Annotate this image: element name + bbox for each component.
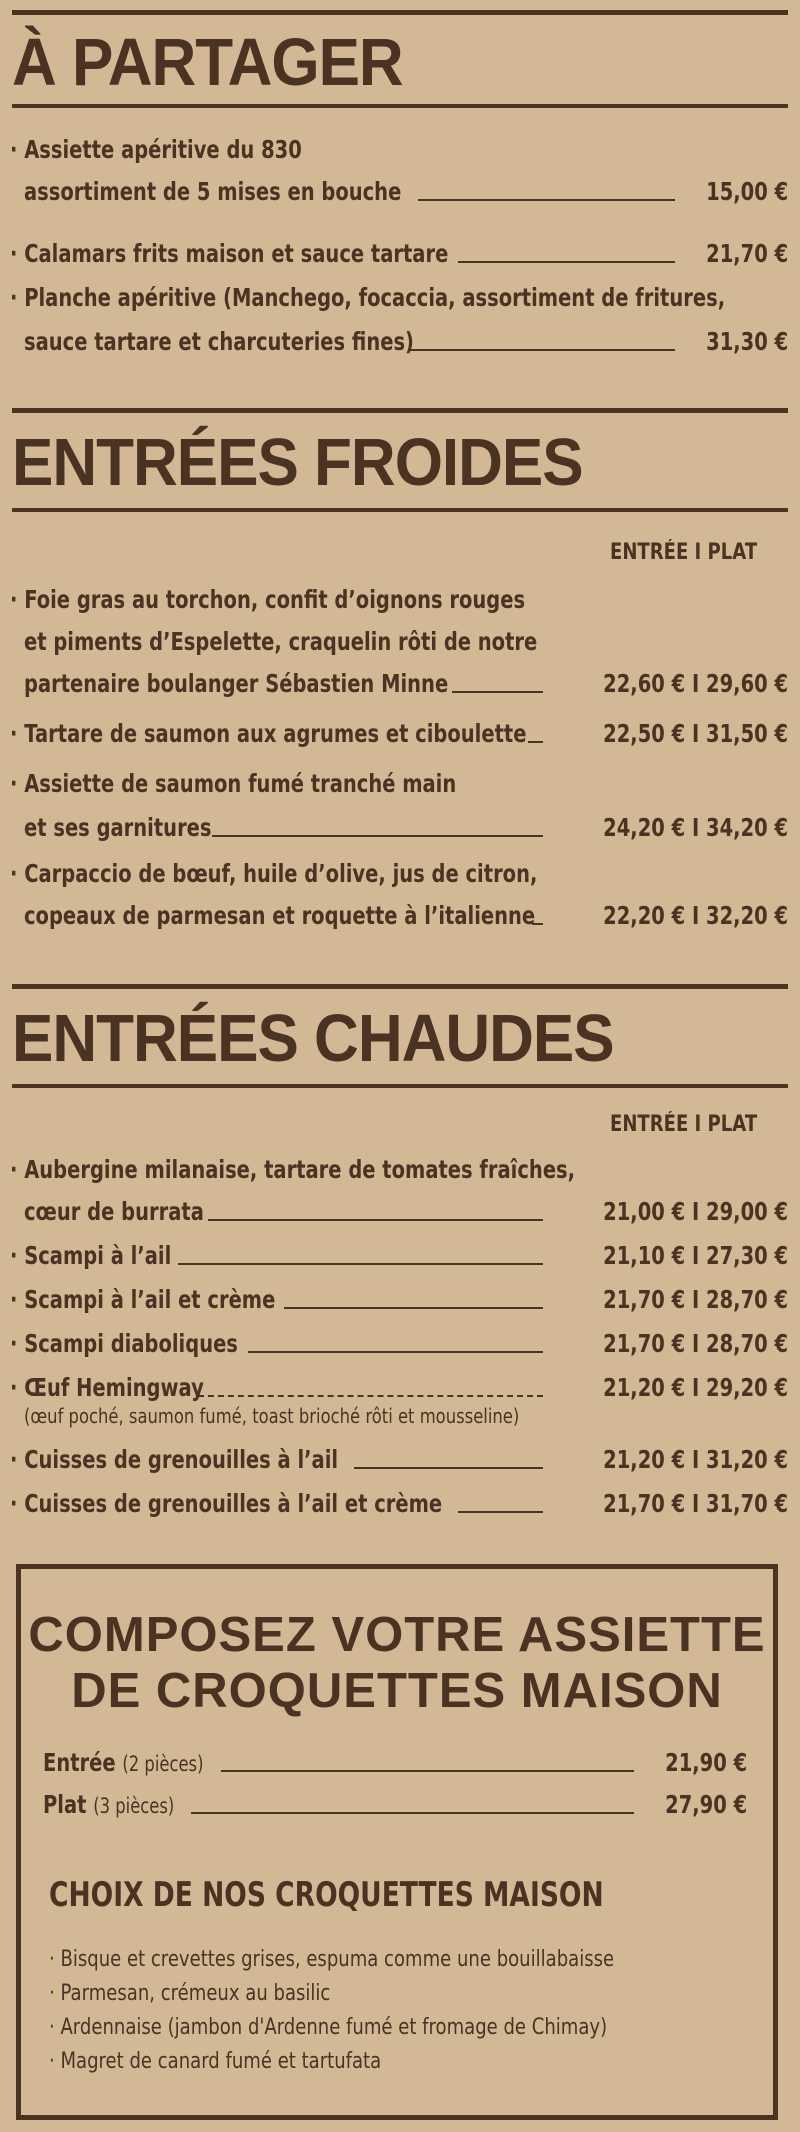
entree-detail: (2 pièces) <box>122 1752 204 1776</box>
item-price: 21,70 € I 28,70 € <box>603 1329 788 1358</box>
item-price: 31,30 € <box>705 327 788 356</box>
croquettes-box <box>16 1564 778 2120</box>
item-price: 22,20 € I 32,20 € <box>603 901 788 930</box>
section-title-chaudes: ENTRÉES CHAUDES <box>12 1001 614 1077</box>
menu-item: copeaux de parmesan et roquette à l’italienne 22,20 € I 32,20 € <box>24 901 788 930</box>
croquettes-entree-row <box>43 1741 747 1777</box>
section-underline <box>12 104 788 108</box>
leader-line <box>458 1511 543 1513</box>
leader-line <box>208 1219 543 1221</box>
leader-line <box>248 1351 543 1353</box>
section-underline <box>12 508 788 512</box>
item-price: 21,70 € I 31,70 € <box>603 1489 788 1518</box>
leader-line <box>212 835 543 837</box>
leader-line <box>458 261 675 263</box>
item-price: 21,70 € <box>705 239 788 268</box>
box-title-line2: DE CROQUETTES MAISON <box>71 1664 723 1718</box>
leader-line <box>528 741 543 743</box>
choix-item: · Magret de canard fumé et tartufata <box>49 2049 382 2074</box>
section-title-partager: À PARTAGER <box>12 25 403 101</box>
section-rule <box>12 408 788 413</box>
leader-line <box>178 1263 543 1265</box>
item-price: 21,20 € I 29,20 € <box>603 1373 788 1402</box>
menu-item-line: et piments d’Espelette, craquelin rôti de notre <box>24 627 538 656</box>
leader-line <box>408 349 675 351</box>
menu-item: · Scampi diaboliques 21,70 € I 28,70 € <box>10 1329 788 1358</box>
menu-item: sauce tartare et charcuteries fines) 31,30 € <box>24 327 788 356</box>
menu-item-line: · Assiette apéritive du 830 <box>10 135 302 164</box>
choix-item: · Parmesan, crémeux au basilic <box>49 1981 331 2006</box>
menu-item-line: · Carpaccio de bœuf, huile d’olive, jus de citron, <box>10 859 538 888</box>
item-price: 21,90 € <box>664 1748 747 1777</box>
item-price: 21,20 € I 31,20 € <box>603 1445 788 1474</box>
menu-item: et ses garnitures 24,20 € I 34,20 € <box>24 813 788 842</box>
menu-item: · Calamars frits maison et sauce tartare 21,70 € <box>10 239 788 268</box>
item-price: 22,60 € I 29,60 € <box>603 669 788 698</box>
item-price: 24,20 € I 34,20 € <box>603 813 788 842</box>
item-price: 21,00 € I 29,00 € <box>603 1197 788 1226</box>
leader-line <box>418 199 675 201</box>
menu-item-line: · Foie gras au torchon, confit d’oignons rouges <box>10 585 526 614</box>
box-title-line1: COMPOSEZ VOTRE ASSIETTE <box>28 1608 766 1662</box>
menu-item: cœur de burrata 21,00 € I 29,00 € <box>24 1197 788 1226</box>
menu-item-line: · Planche apéritive (Manchego, focaccia, assortiment de fritures, <box>10 283 726 312</box>
leader-line <box>191 1812 634 1814</box>
menu-item-line: · Aubergine milanaise, tartare de tomates fraîches, <box>10 1155 576 1184</box>
choix-title: CHOIX DE NOS CROQUETTES MAISON <box>49 1875 604 1915</box>
menu-item: · Cuisses de grenouilles à l’ail 21,20 € I 31,20 € <box>10 1445 788 1474</box>
menu-item: · Cuisses de grenouilles à l’ail et crème 21,70 € I 31,70 € <box>10 1489 788 1518</box>
menu-item: partenaire boulanger Sébastien Minne 22,60 € I 29,60 € <box>24 669 788 698</box>
leader-line <box>354 1467 543 1469</box>
item-price: 27,90 € <box>664 1790 747 1819</box>
croquettes-plat-row <box>43 1783 747 1819</box>
menu-item-line: · Assiette de saumon fumé tranché main <box>10 769 457 798</box>
leader-line <box>198 1395 543 1397</box>
menu-item: · Tartare de saumon aux agrumes et ciboulette 22,50 € I 31,50 € <box>10 719 788 748</box>
menu-item: assortiment de 5 mises en bouche 15,00 € <box>24 177 788 206</box>
entree-label: Entrée <box>43 1748 116 1777</box>
leader-line <box>452 691 543 693</box>
choix-item: · Bisque et crevettes grises, espuma comme une bouillabaisse <box>49 1947 615 1972</box>
choix-item: · Ardennaise (jambon d'Ardenne fumé et fromage de Chimay) <box>49 2015 608 2040</box>
item-price: 21,70 € I 28,70 € <box>603 1285 788 1314</box>
menu-item: · Scampi à l’ail 21,10 € I 27,30 € <box>10 1241 788 1270</box>
section-rule <box>12 984 788 989</box>
item-price: 21,10 € I 27,30 € <box>603 1241 788 1270</box>
plat-detail: (3 pièces) <box>93 1794 175 1818</box>
section-underline <box>12 1084 788 1088</box>
plat-label: Plat <box>43 1790 87 1819</box>
leader-line <box>221 1770 634 1772</box>
column-header: ENTRÉE I PLAT <box>610 540 758 565</box>
menu-item: · Œuf Hemingway 21,20 € I 29,20 € <box>10 1373 788 1402</box>
section-title-froides: ENTRÉES FROIDES <box>12 425 583 501</box>
top-rule <box>12 10 788 15</box>
leader-line <box>284 1307 543 1309</box>
item-note: (œuf poché, saumon fumé, toast brioché rôti et mousseline) <box>24 1404 520 1428</box>
item-price: 15,00 € <box>705 177 788 206</box>
column-header: ENTRÉE I PLAT <box>610 1112 758 1137</box>
item-price: 22,50 € I 31,50 € <box>603 719 788 748</box>
menu-item: · Scampi à l’ail et crème 21,70 € I 28,70 € <box>10 1285 788 1314</box>
